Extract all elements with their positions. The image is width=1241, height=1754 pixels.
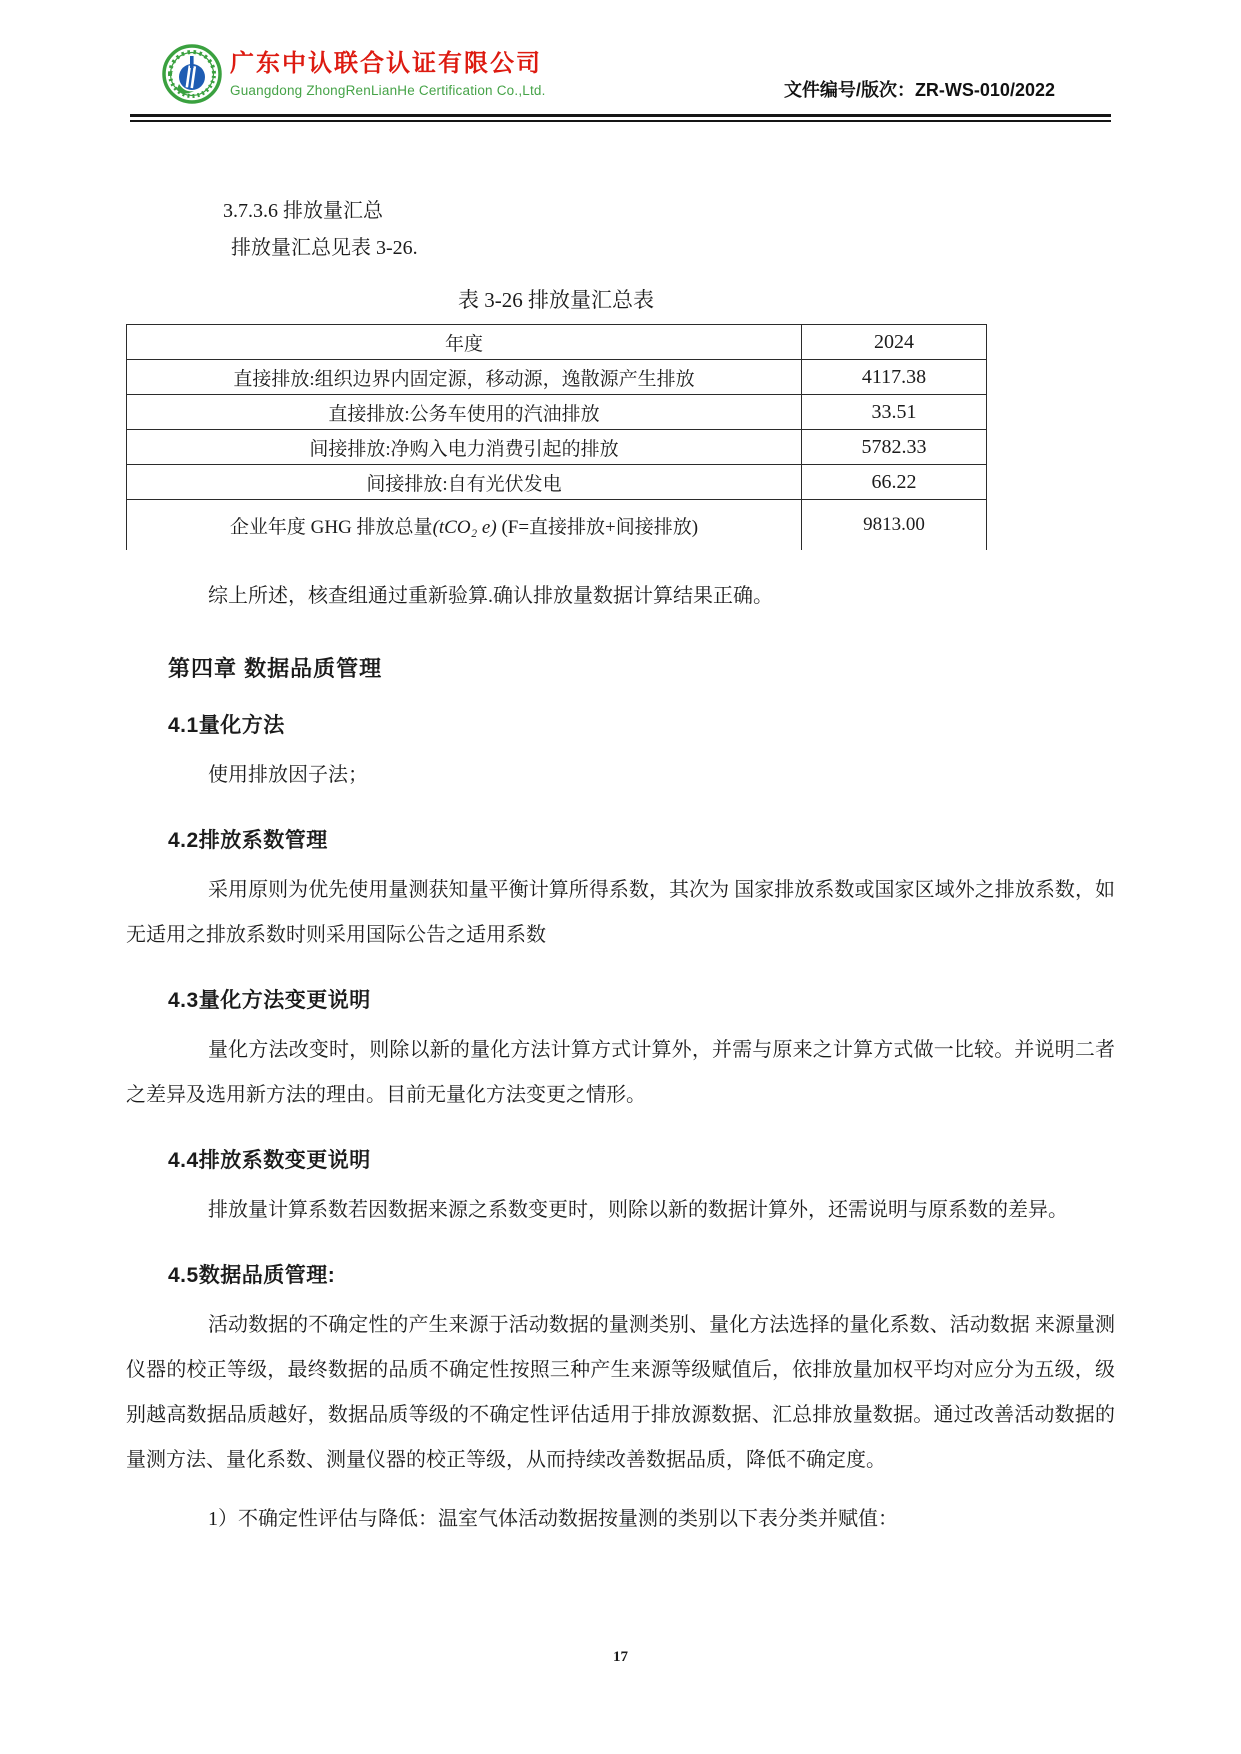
emission-summary-table xyxy=(126,324,987,550)
doc-number: 文件编号/版次：ZR-WS-010/2022 xyxy=(783,80,1055,100)
row-value: 4117.38 xyxy=(802,360,987,395)
emission-summary-block xyxy=(126,284,986,550)
row-value: 33.51 xyxy=(802,395,987,430)
table-header-year: 年度 xyxy=(127,325,802,360)
page-footer xyxy=(0,1648,1241,1666)
paragraph-4-1: 使用排放因子法； xyxy=(208,764,368,786)
table-header-2024: 2024 xyxy=(802,325,987,360)
company-name-zh: 广东中认联合认证有限公司 xyxy=(230,50,542,78)
paragraph-4-3: 量化方法改变时，则除以新的量化方法计算方式计算外，并需与原来之计算方式做一比较。并说明二者之差异及选用新方法的理由。目前无量化方法变更之情形。 xyxy=(126,1039,1115,1106)
table-row xyxy=(127,465,987,500)
page-number: 17 xyxy=(613,1649,628,1665)
heading-4-4: 4.4排放系数变更说明 xyxy=(168,1149,371,1172)
row-label: 直接排放:组织边界内固定源，移动源，逸散源产生排放 xyxy=(127,360,802,395)
total-row-value: 9813.00 xyxy=(802,500,987,551)
conclusion-paragraph: 综上所述，核查组通过重新验算.确认排放量数据计算结果正确。 xyxy=(208,585,773,607)
company-identity xyxy=(162,44,546,104)
row-label: 间接排放:净购入电力消费引起的排放 xyxy=(127,430,802,465)
section-3736-note: 排放量汇总见表 3-26. xyxy=(231,237,418,259)
table-total-row xyxy=(127,500,987,551)
heading-4-5: 4.5数据品质管理: xyxy=(168,1264,336,1287)
company-logo-icon xyxy=(162,44,222,104)
total-label-unit: (tCO₂ e) xyxy=(432,516,497,538)
total-label-main: 企业年度 GHG 排放总量 xyxy=(229,516,433,538)
row-label: 直接排放:公务车使用的汽油排放 xyxy=(127,395,802,430)
document-body xyxy=(0,194,1241,1542)
row-value: 66.22 xyxy=(802,465,987,500)
table-row xyxy=(127,430,987,465)
company-names xyxy=(230,50,546,98)
total-row-label xyxy=(127,500,802,551)
table-caption: 表 3-26 排放量汇总表 xyxy=(458,288,654,312)
row-value: 5782.33 xyxy=(802,430,987,465)
paragraph-4-2: 采用原则为优先使用量测获知量平衡计算所得系数，其次为 国家排放系数或国家区域外之排放系数，如无适用之排放系数时则采用国际公告之适用系数 xyxy=(126,879,1115,946)
paragraph-4-4: 排放量计算系数若因数据来源之系数变更时，则除以新的数据计算外，还需说明与原系数的差异。 xyxy=(208,1199,1068,1221)
company-name-en: Guangdong ZhongRenLianHe Certification Co.,Ltd. xyxy=(230,82,546,98)
section-3736-title: 3.7.3.6 排放量汇总 xyxy=(223,200,383,222)
table-row xyxy=(127,360,987,395)
header-rule xyxy=(130,114,1111,122)
list-item-uncertainty: 1）不确定性评估与降低：温室气体活动数据按量测的类别以下表分类并赋值： xyxy=(208,1508,898,1530)
table-header-row xyxy=(127,325,987,360)
chapter-4-heading: 第四章 数据品质管理 xyxy=(168,656,383,681)
total-label-formula: (F=直接排放+间接排放) xyxy=(496,516,699,538)
heading-4-3: 4.3量化方法变更说明 xyxy=(168,989,371,1012)
table-row xyxy=(127,395,987,430)
row-label: 间接排放:自有光伏发电 xyxy=(127,465,802,500)
page-header xyxy=(0,0,1241,104)
heading-4-1: 4.1量化方法 xyxy=(168,714,285,737)
heading-4-2: 4.2排放系数管理 xyxy=(168,829,328,852)
paragraph-4-5: 活动数据的不确定性的产生来源于活动数据的量测类别、量化方法选择的量化系数、活动数据 来源量测仪器的校正等级，最终数据的品质不确定性按照三种产生来源等级赋值后，依排放量加权平均对应分为五级，级别越高数据品质越好，数据品质等级的不确定性评估适用于排放源数据、汇总排放量数据。通过改善活动数据的量测方法、量化系数、测量仪器的校正等级，从而持续改善数据品质，降低不确定度。 xyxy=(126,1314,1115,1471)
